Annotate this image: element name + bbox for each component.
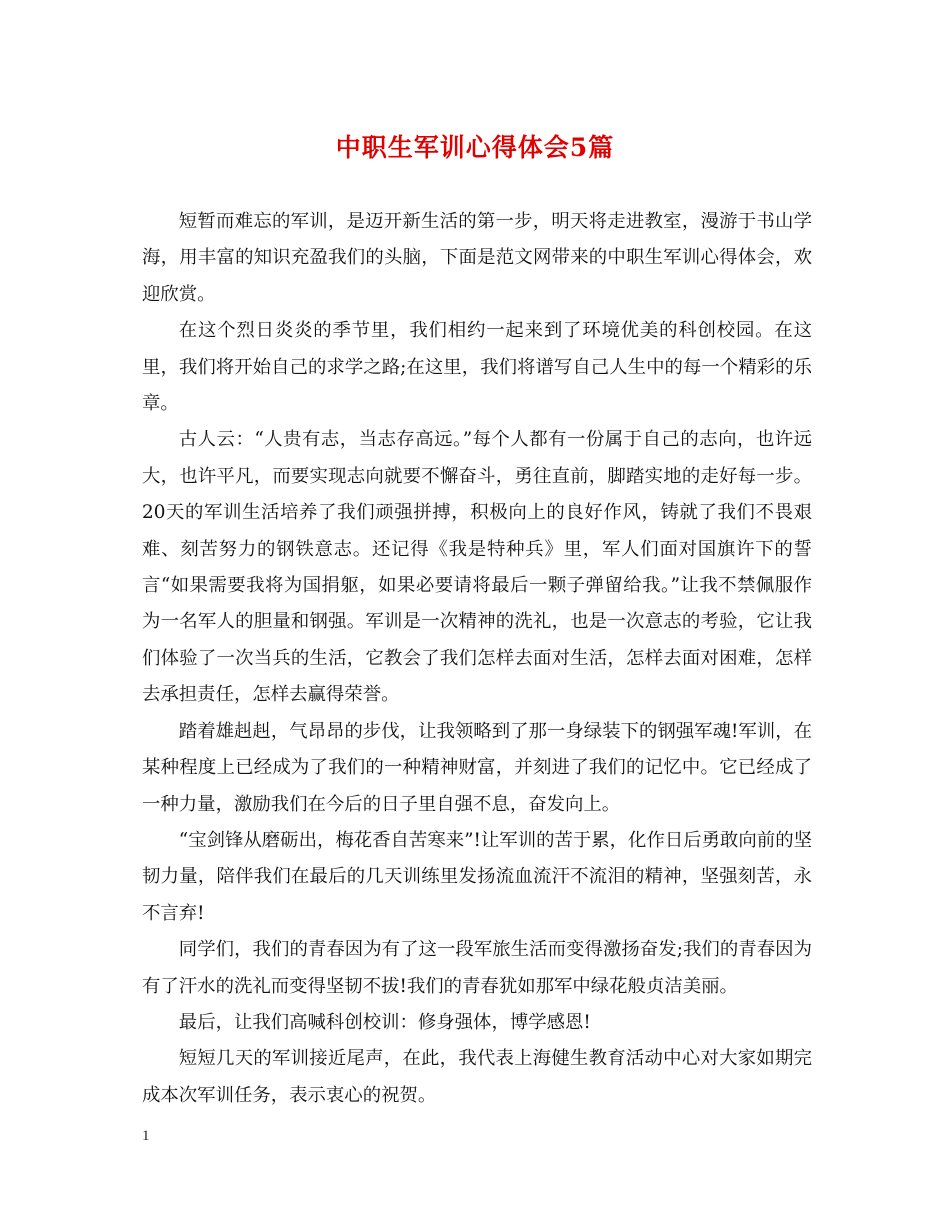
paragraph-3: 古人云：“人贵有志，当志存高远。”每个人都有一份属于自己的志向，也许远大，也许平凡，而要实现志向就要不懈奋斗，勇往直前，脚踏实地的走好每一步。20天的军训生活培养了我们顽强拼搏，积极向上的良好作风，铸就了我们不畏艰难、刻苦努力的钢铁意志。还记得《我是特种兵》里，军人们面对国旗许下的誓言“如果需要我将为国捐躯，如果必要请将最后一颗子弹留给我。”让我不禁佩服作为一名军人的胆量和钢强。军训是一次精神的洗礼，也是一次意志的考验，它让我们体验了一次当兵的生活，它教会了我们怎样去面对生活，怎样去面对困难，怎样去承担责任，怎样去赢得荣誉。 <box>142 429 812 706</box>
paragraph-6: 同学们，我们的青春因为有了这一段军旅生活而变得激扬奋发;我们的青春因为有了汗水的洗礼而变得坚韧不拔!我们的青春犹如那军中绿花般贞洁美丽。 <box>142 939 812 997</box>
paragraph-1: 短暂而难忘的军训，是迈开新生活的第一步，明天将走进教室，漫游于书山学海，用丰富的知识充盈我们的头脑，下面是范文网带来的中职生军训心得体会，欢迎欣赏。 <box>142 211 812 305</box>
document-title: 中职生军训心得体会5篇 <box>335 133 615 162</box>
paragraph-7: 最后，让我们高喊科创校训：修身强体，博学感恩! <box>178 1011 591 1033</box>
paragraph-2: 在这个烈日炎炎的季节里，我们相约一起来到了环境优美的科创校园。在这里，我们将开始自己的求学之路;在这里，我们将谱写自己人生中的每一个精彩的乐章。 <box>142 320 812 415</box>
page-number: 1 <box>142 1128 150 1144</box>
paragraph-5: “宝剑锋从磨砺出，梅花香自苦寒来”!让军训的苦于累，化作日后勇敢向前的坚韧力量，陪伴我们在最后的几天训练里发扬流血流汗不流泪的精神，坚强刻苦，永不言弃! <box>142 829 812 924</box>
paragraph-8: 短短几天的军训接近尾声，在此，我代表上海健生教育活动中心对大家如期完成本次军训任务，表示衷心的祝贺。 <box>142 1048 812 1106</box>
paragraph-4: 踏着雄赳赳，气昂昂的步伐，让我领略到了那一身绿装下的钢强军魂!军训，在某种程度上已经成为了我们的一种精神财富，并刻进了我们的记忆中。它已经成了一种力量，激励我们在今后的日子里自强不息，奋发向上。 <box>142 720 812 815</box>
document-body <box>142 204 812 1114</box>
